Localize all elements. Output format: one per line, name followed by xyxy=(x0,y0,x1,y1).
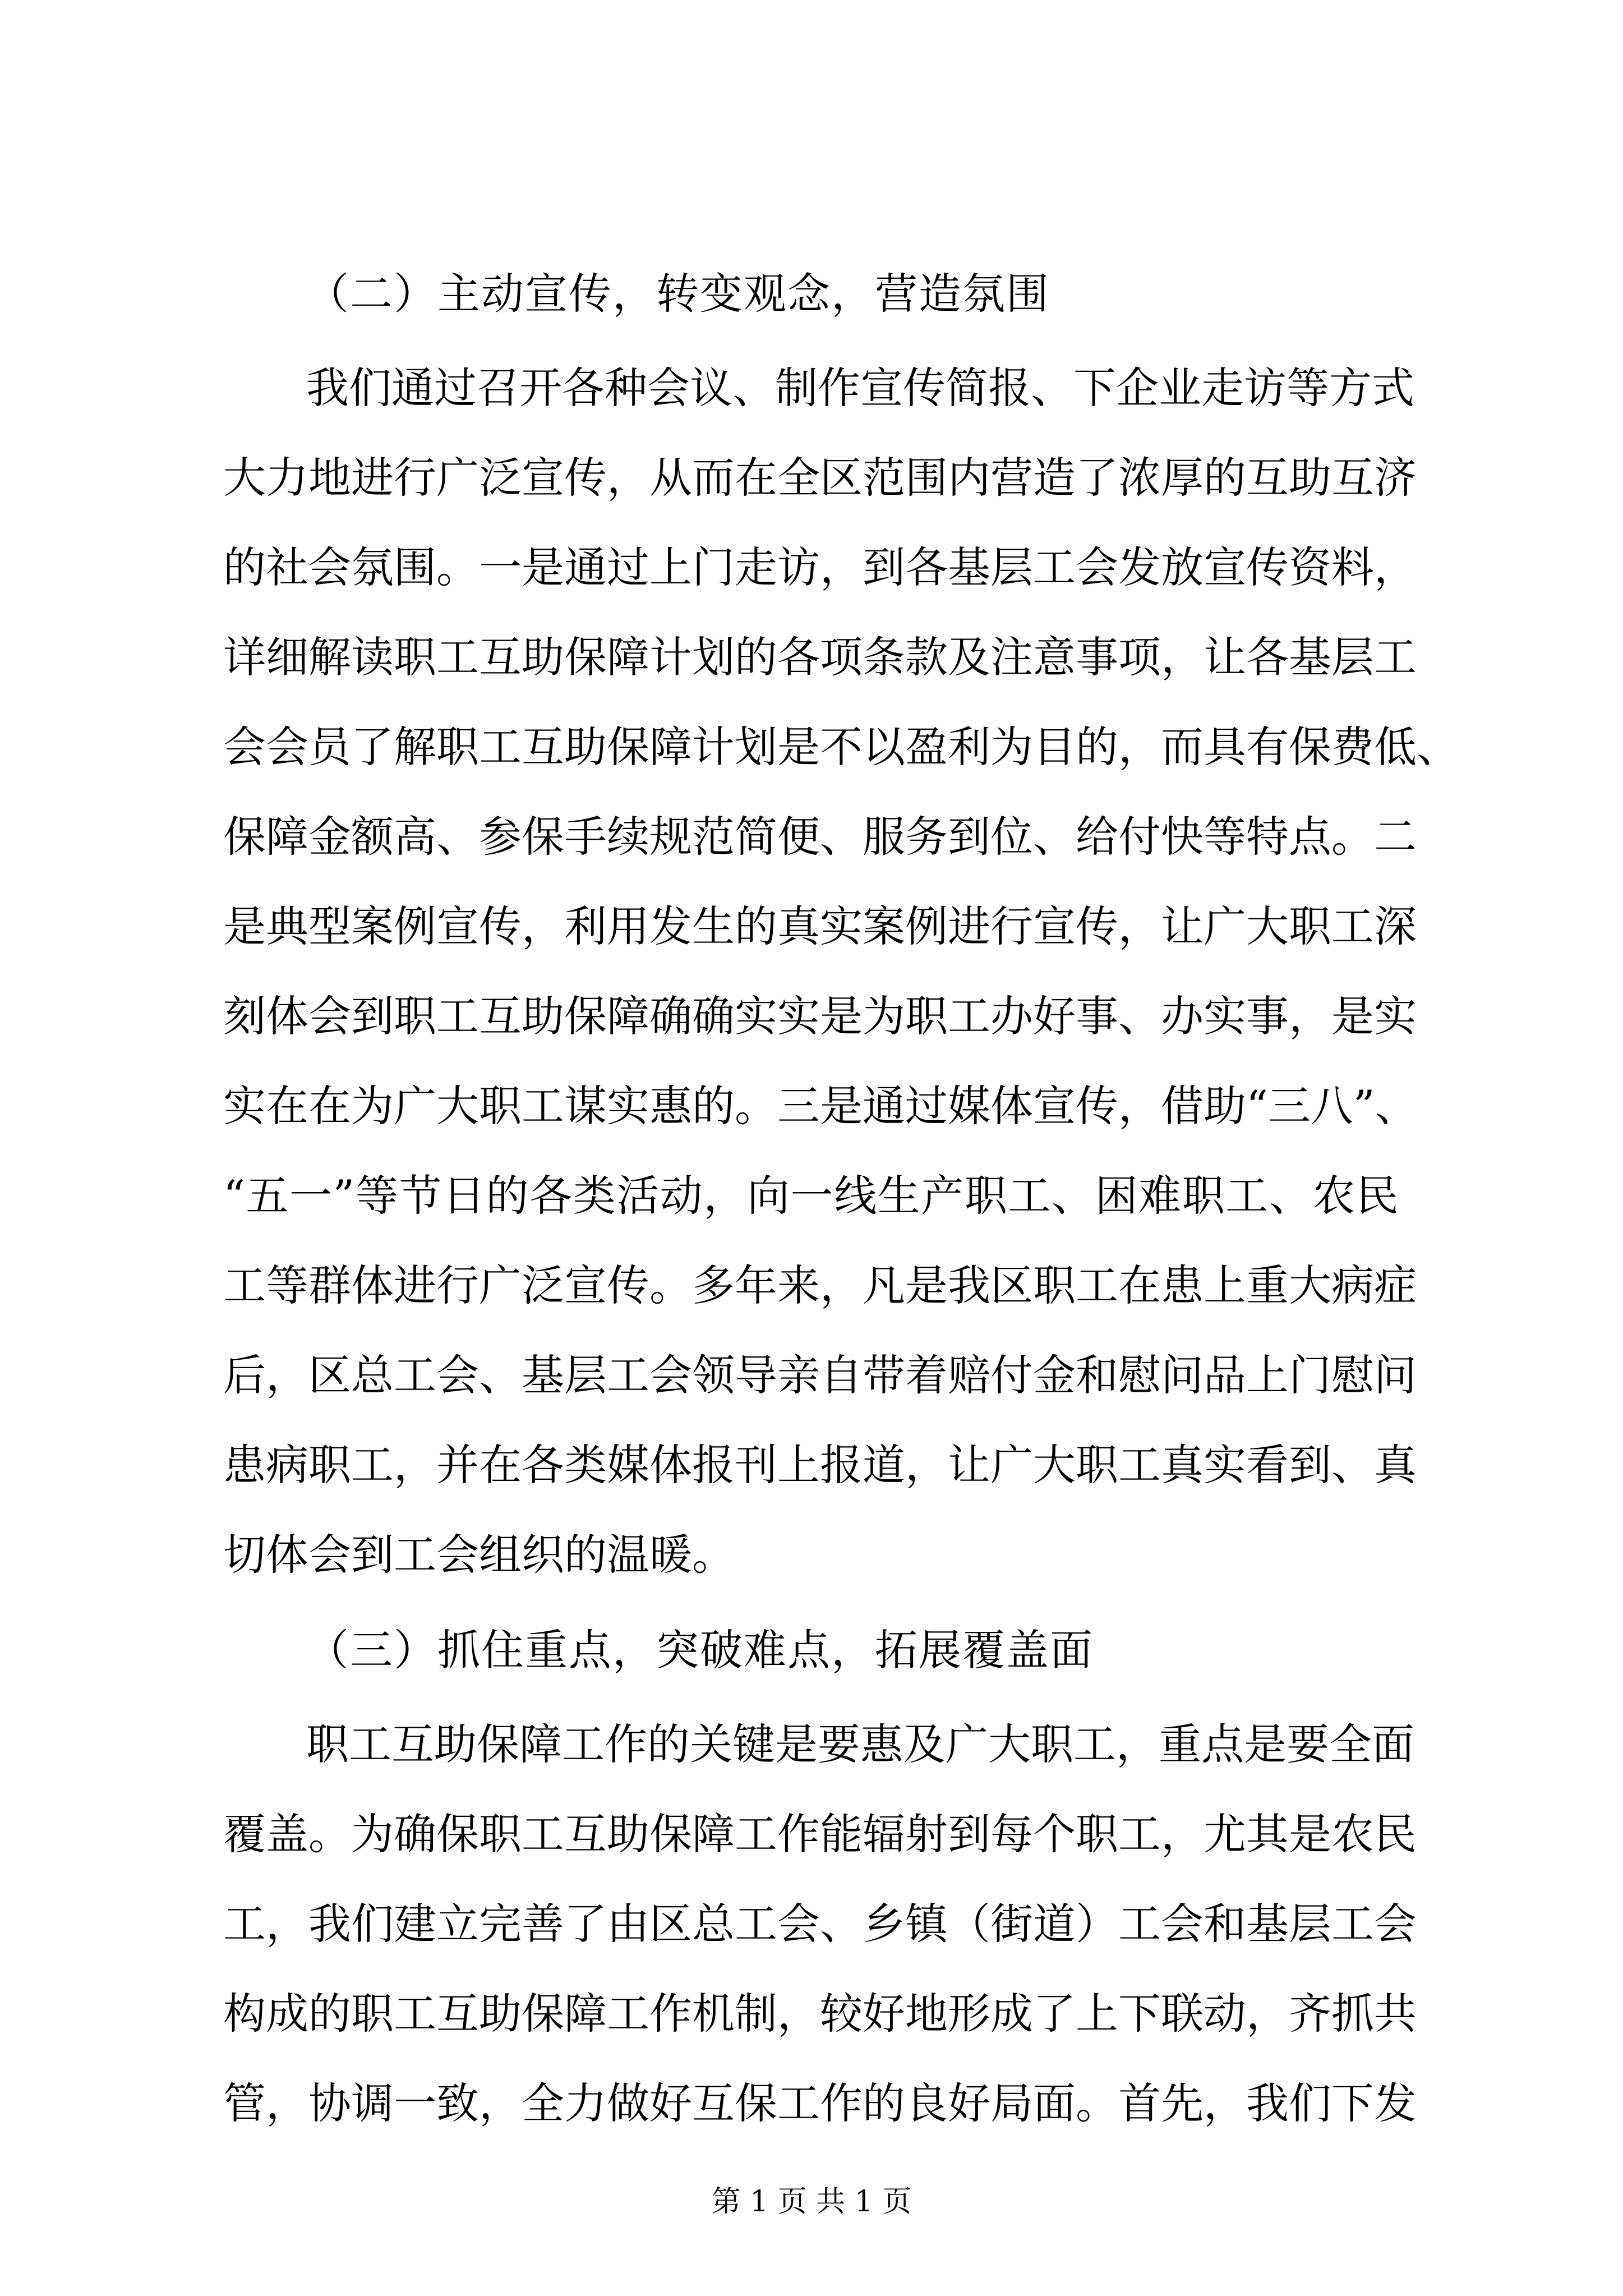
paragraph-line: 后，区总工会、基层工会领导亲自带着赔付金和慰问品上门慰问 xyxy=(223,1350,1417,1400)
paragraph-line: 患病职工，并在各类媒体报刊上报道，让广大职工真实看到、真 xyxy=(223,1440,1417,1490)
section-heading: （二）主动宣传，转变观念，营造氛围 xyxy=(306,269,1050,319)
paragraph-line: 职工互助保障工作的关键是要惠及广大职工，重点是要全面 xyxy=(306,1719,1414,1769)
paragraph-line: 我们通过召开各种会议、制作宣传简报、下企业走访等方式 xyxy=(306,363,1414,413)
paragraph-line: 是典型案例宣传，利用发生的真实案例进行宣传，让广大职工深 xyxy=(223,901,1417,951)
paragraph-line: 覆盖。为确保职工互助保障工作能辐射到每个职工，尤其是农民 xyxy=(223,1809,1417,1859)
paragraph-line: 工等群体进行广泛宣传。多年来，凡是我区职工在患上重大病症 xyxy=(223,1260,1417,1310)
paragraph-line: 的社会氛围。一是通过上门走访，到各基层工会发放宣传资料， xyxy=(223,542,1417,592)
paragraph-line: 切体会到工会组织的温暖。 xyxy=(223,1530,735,1580)
paragraph-line: 管，协调一致，全力做好互保工作的良好局面。首先，我们下发 xyxy=(223,2078,1417,2128)
paragraph-line: 会会员了解职工互助保障计划是不以盈利为目的，而具有保费低、 xyxy=(223,722,1459,772)
paragraph-line: 大力地进行广泛宣传，从而在全区范围内营造了浓厚的互助互济 xyxy=(223,453,1417,503)
paragraph-line: 保障金额高、参保手续规范简便、服务到位、给付快等特点。二 xyxy=(223,812,1417,862)
page-footer: 第 1 页 共 1 页 xyxy=(711,2185,912,2219)
paragraph-line: 刻体会到职工互助保障确确实实是为职工办好事、办实事，是实 xyxy=(223,991,1417,1041)
paragraph-line: 详细解读职工互助保障计划的各项条款及注意事项，让各基层工 xyxy=(223,632,1417,682)
paragraph-line: 实在在为广大职工谋实惠的。三是通过媒体宣传，借助“三八”、 xyxy=(223,1081,1418,1131)
paragraph-line: 工，我们建立完善了由区总工会、乡镇（街道）工会和基层工会 xyxy=(223,1899,1417,1949)
paragraph-line: “五一”等节日的各类活动，向一线生产职工、困难职工、农民 xyxy=(223,1171,1399,1221)
paragraph-line: 构成的职工互助保障工作机制，较好地形成了上下联动，齐抓共 xyxy=(223,1989,1417,2039)
section-heading: （三）抓住重点，突破难点，拓展覆盖面 xyxy=(306,1625,1094,1675)
